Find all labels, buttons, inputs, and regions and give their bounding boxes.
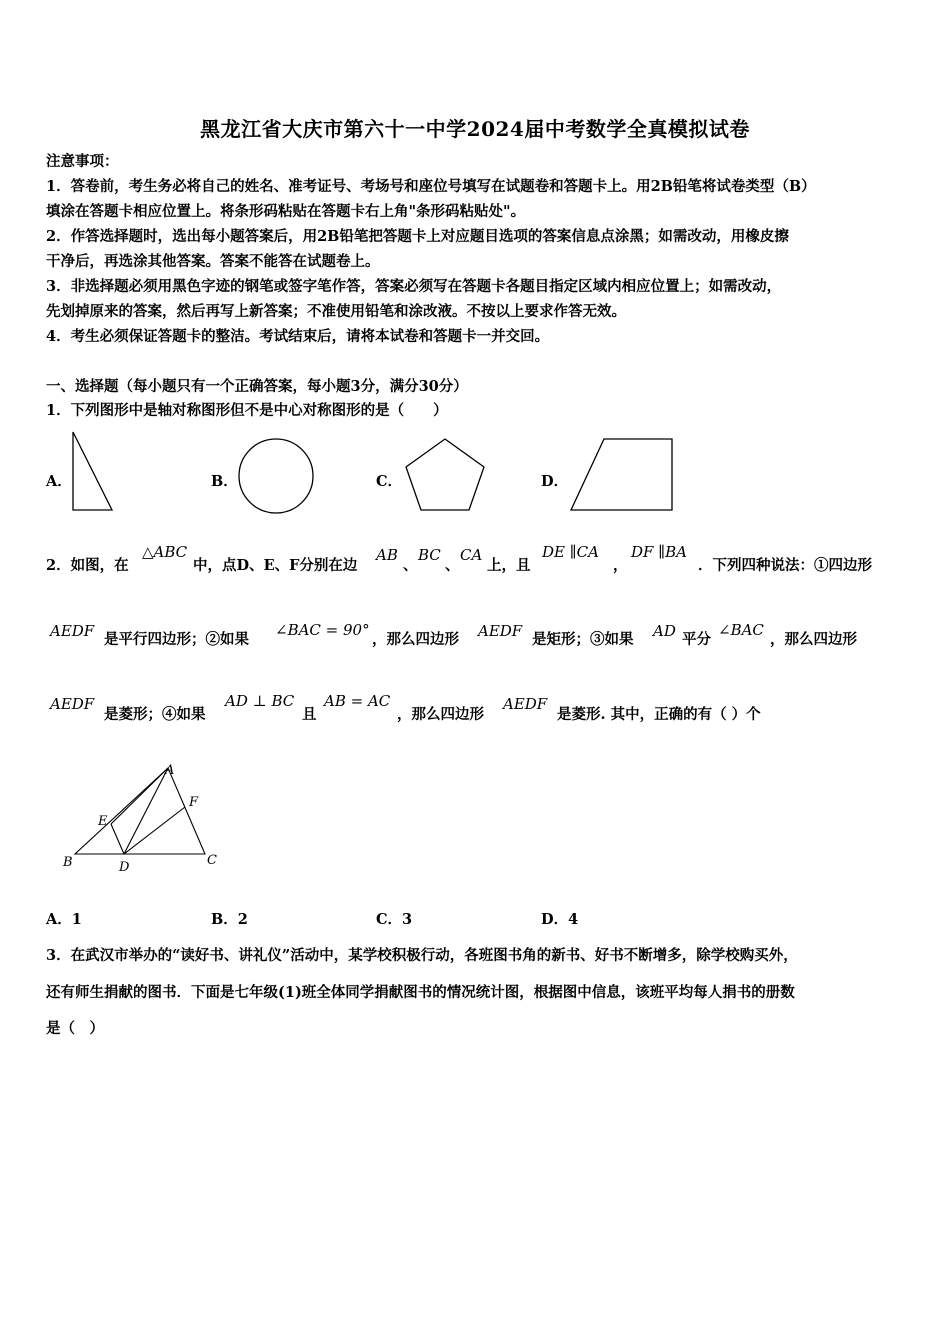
q2-option-b: B．2: [211, 911, 248, 928]
q2-math-ca: CA: [460, 546, 483, 564]
notice-line: 1．答卷前，考生务必将自己的姓名、准考证号、考场号和座位号填写在试题卷和答题卡上。用2B铅笔将试卷类型（B）: [46, 178, 816, 195]
q2-math-ad-perp-bc: AD ⊥ BC: [225, 692, 295, 710]
q2-text: ，那么四边形: [397, 706, 484, 723]
q2-math-aedf: AEDF: [478, 622, 523, 640]
vertex-label-a: A: [165, 763, 175, 778]
q2-text: 且: [302, 706, 317, 723]
trapezoid-figure: [568, 436, 676, 514]
section-heading: 一、选择题（每小题只有一个正确答案，每小题3分，满分30分）: [46, 378, 468, 395]
q2-math-aedf: AEDF: [50, 695, 95, 713]
q2-text: 、: [445, 557, 460, 574]
question-1-stem: 1．下列图形中是轴对称图形但不是中心对称图形的是（ ）: [46, 402, 448, 419]
q2-text: 是菱形. 其中，正确的有（ ）个: [557, 706, 761, 723]
notice-line: 3．非选择题必须用黑色字迹的钢笔或签字笔作答，答案必须写在答题卡各题目指定区域内相应位置上；如需改动，: [46, 278, 782, 295]
q2-math-de-parallel-ca: DE ∥CA: [542, 543, 599, 561]
page-title: 黑龙江省大庆市第六十一中学2024届中考数学全真模拟试卷: [200, 117, 750, 141]
q3-line: 3．在武汉市举办的“读好书、讲礼仪”活动中，某学校积极行动，各班图书角的新书、好书不断增多，除学校购买外，: [46, 947, 798, 964]
circle-figure: [236, 436, 316, 516]
notice-line: 干净后，再选涂其他答案。答案不能答在试题卷上。: [46, 253, 380, 270]
q3-line: 是（ ）: [46, 1020, 104, 1037]
pentagon-figure: [402, 436, 488, 514]
q1-option-c-label: C．: [376, 473, 403, 490]
q2-geometry-figure: [56, 756, 228, 878]
q2-math-ad: AD: [653, 622, 676, 640]
q2-math-aedf: AEDF: [50, 622, 95, 640]
q1-option-a-label: A．: [46, 473, 72, 490]
right-triangle-figure: [70, 430, 116, 514]
q2-text: ，: [613, 557, 628, 574]
q2-option-a: A．1: [46, 911, 82, 928]
vertex-label-c: C: [207, 853, 217, 868]
notice-line: 4．考生必须保证答题卡的整洁。考试结束后，请将本试卷和答题卡一并交回。: [46, 328, 550, 345]
q2-text: 平分: [682, 631, 711, 648]
q2-math-triangle-abc: △ABC: [142, 543, 188, 561]
q2-text: 2．如图，在: [46, 557, 129, 574]
notice-line: 先划掉原来的答案，然后再写上新答案；不准使用铅笔和涂改液。不按以上要求作答无效。: [46, 303, 626, 320]
vertex-label-e: E: [98, 814, 108, 829]
vertex-label-b: B: [63, 855, 73, 870]
notice-line: 2．作答选择题时，选出每小题答案后，用2B铅笔把答题卡上对应题目选项的答案信息点涂黑；如需改动，用橡皮擦: [46, 228, 789, 245]
q1-option-d-label: D．: [541, 473, 569, 490]
q2-option-d: D．4: [541, 911, 579, 928]
q2-math-ab: AB: [376, 546, 398, 564]
q2-text: 、: [403, 557, 418, 574]
q2-math-angle-bac: ∠BAC: [718, 621, 764, 639]
q2-text: ，那么四边形: [770, 631, 857, 648]
q2-text: ．下列四种说法：①四边形: [698, 557, 872, 574]
notice-line: 填涂在答题卡相应位置上。将条形码粘贴在答题卡右上角"条形码粘贴处"。: [46, 203, 526, 220]
q2-text: 上，且: [487, 557, 531, 574]
q2-math-aedf: AEDF: [503, 695, 548, 713]
vertex-label-d: D: [119, 860, 130, 875]
notice-heading: 注意事项：: [46, 153, 119, 170]
q2-math-ab-eq-ac: AB = AC: [324, 692, 391, 710]
q1-option-b-label: B．: [211, 473, 238, 490]
q2-math-df-parallel-ba: DF ∥BA: [631, 543, 687, 561]
q2-text: 是菱形；④如果: [104, 706, 206, 723]
q2-math-angle-bac-90: ∠BAC = 90°: [275, 621, 370, 639]
q2-text: ，那么四边形: [372, 631, 459, 648]
q3-line: 还有师生捐献的图书．下面是七年级(1)班全体同学捐献图书的情况统计图，根据图中信息，该班平均每人捐书的册数: [46, 984, 795, 1001]
q2-text: 是平行四边形；②如果: [104, 631, 249, 648]
q2-text: 是矩形；③如果: [532, 631, 634, 648]
q2-math-bc: BC: [418, 546, 441, 564]
q2-text: 中，点D、E、F分别在边: [193, 557, 358, 574]
vertex-label-f: F: [189, 795, 199, 810]
q2-option-c: C．3: [376, 911, 413, 928]
